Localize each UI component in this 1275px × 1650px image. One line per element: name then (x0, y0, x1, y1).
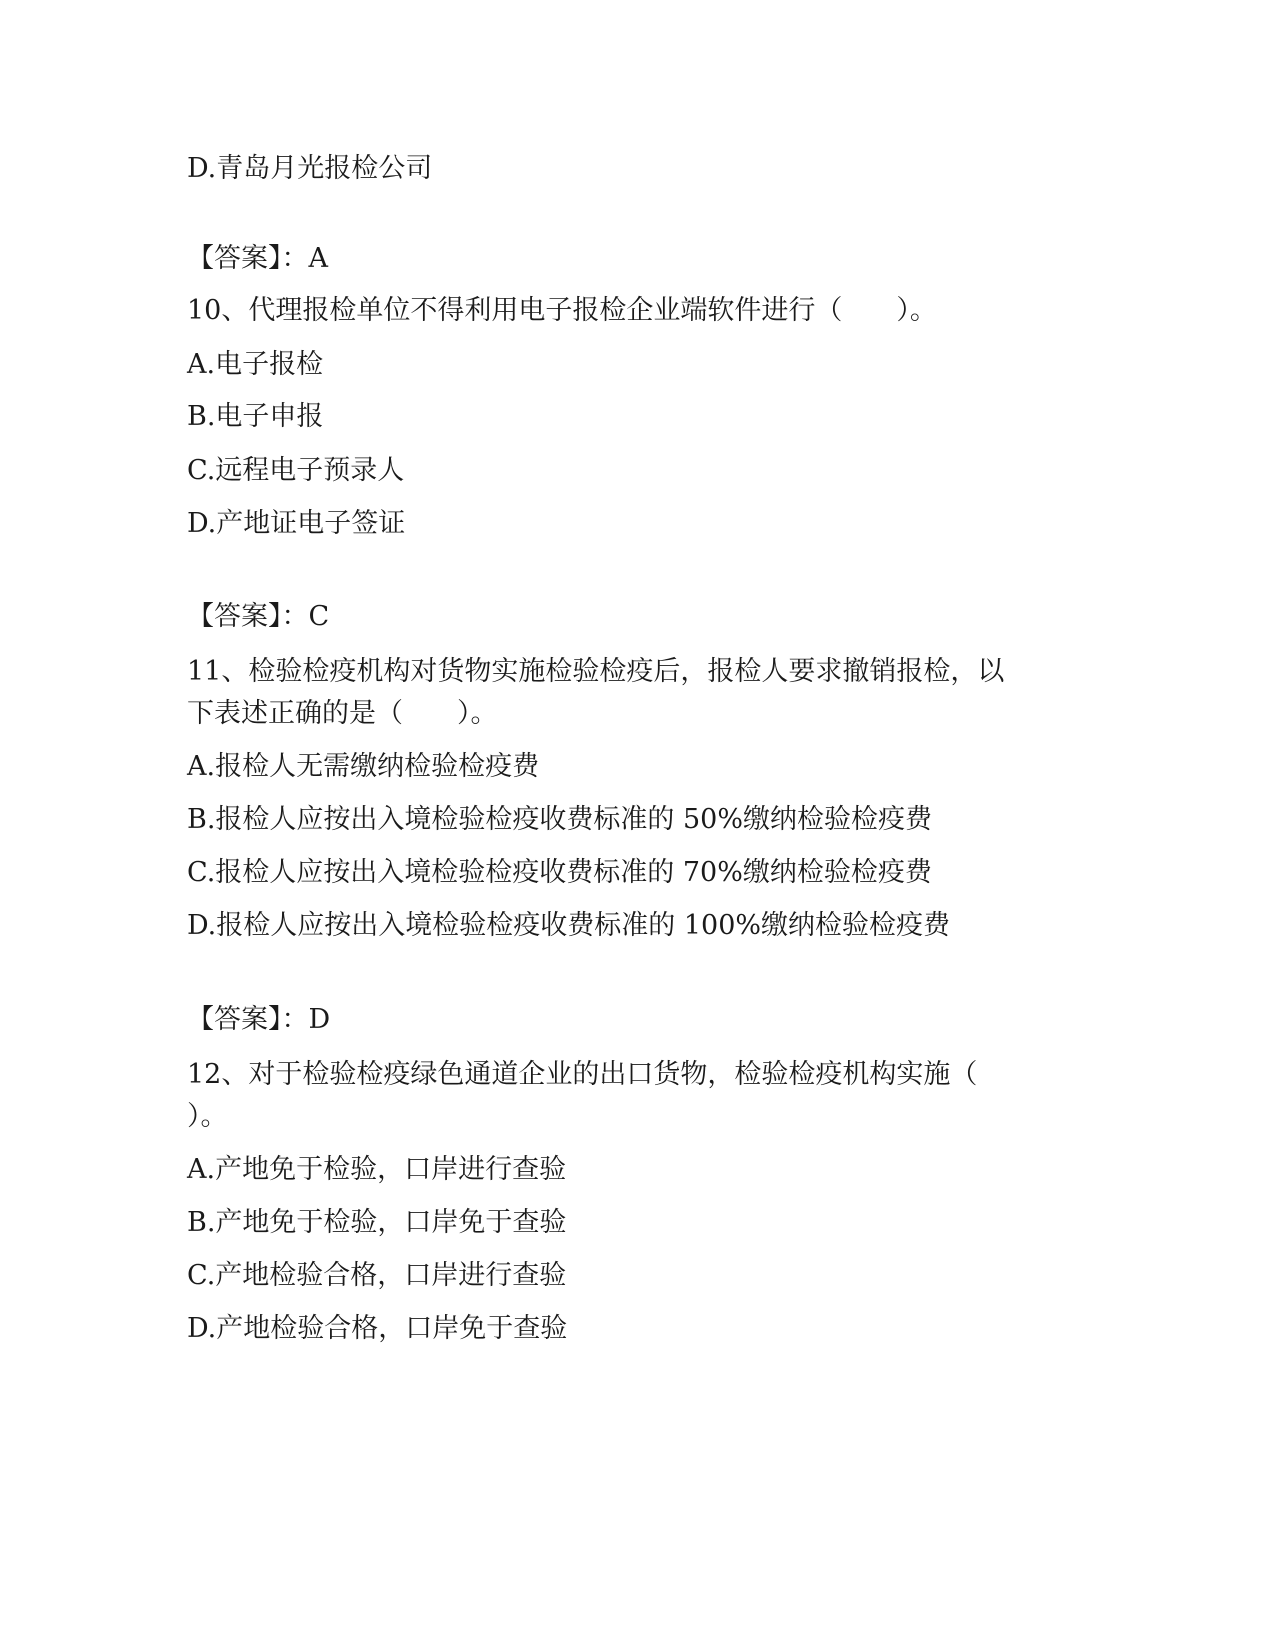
q12-option-c: C.产地检验合格，口岸进行查验 (187, 1260, 567, 1291)
q10-option-b: B.电子申报 (187, 401, 324, 432)
q11-option-b: B.报检人应按出入境检验检疫收费标准的 50%缴纳检验检疫费 (187, 804, 933, 835)
q9-answer: 【答案】：A (187, 243, 328, 274)
q10-option-d: D.产地证电子签证 (187, 508, 406, 539)
q12-stem-line2: ）。 (187, 1101, 228, 1132)
q10-answer: 【答案】：C (187, 601, 330, 632)
q11-option-a: A.报检人无需缴纳检验检疫费 (187, 751, 540, 782)
q11-stem-line1: 11、检验检疫机构对货物实施检验检疫后，报检人要求撤销报检，以 (187, 656, 1005, 687)
q10-option-a: A.电子报检 (187, 349, 324, 380)
q12-option-d: D.产地检验合格，口岸免于查验 (187, 1313, 568, 1344)
q9-option-d: D.青岛月光报检公司 (187, 153, 433, 184)
q12-option-b: B.产地免于检验，口岸免于查验 (187, 1207, 567, 1238)
q11-answer: 【答案】：D (187, 1004, 331, 1035)
q11-option-c: C.报检人应按出入境检验检疫收费标准的 70%缴纳检验检疫费 (187, 857, 932, 888)
q10-option-c: C.远程电子预录人 (187, 455, 405, 486)
q12-option-a: A.产地免于检验，口岸进行查验 (187, 1154, 567, 1185)
q11-stem-line2: 下表述正确的是（ ）。 (187, 698, 498, 729)
q10-stem: 10、代理报检单位不得利用电子报检企业端软件进行（ ）。 (187, 295, 937, 326)
q12-stem-line1: 12、对于检验检疫绿色通道企业的出口货物，检验检疫机构实施（ (187, 1059, 978, 1090)
q11-option-d: D.报检人应按出入境检验检疫收费标准的 100%缴纳检验检疫费 (187, 910, 951, 941)
